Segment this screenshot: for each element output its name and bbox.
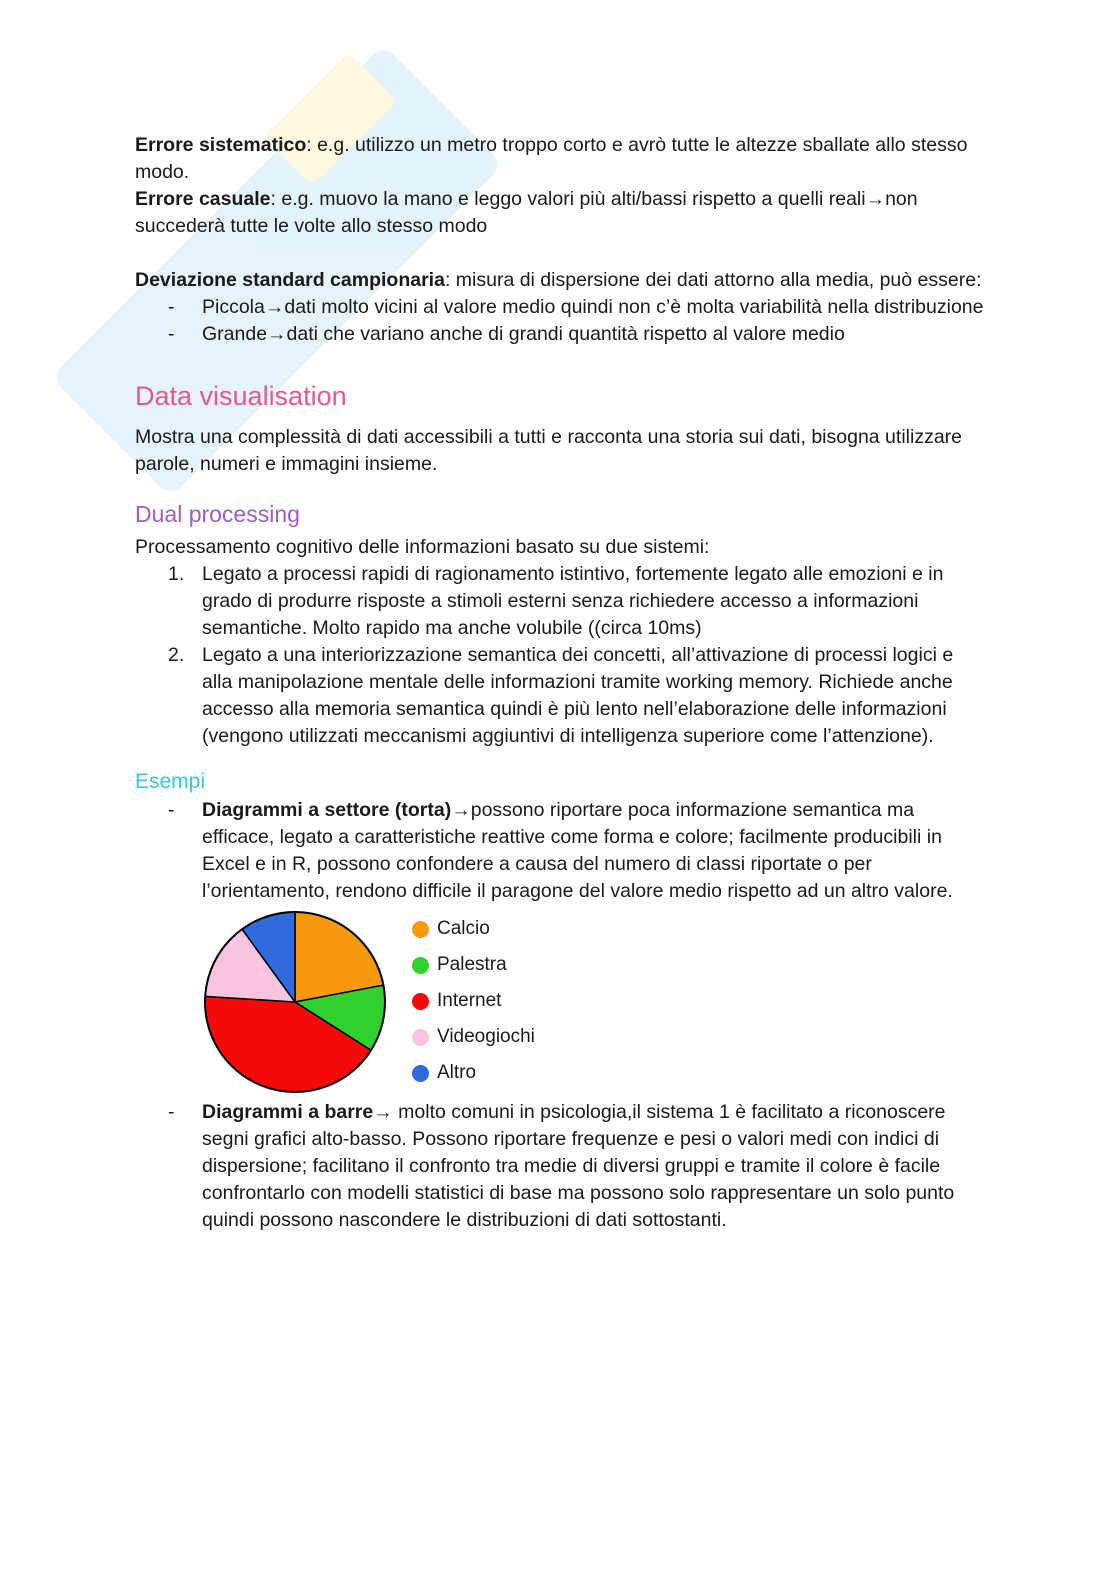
numbered-item bbox=[135, 561, 985, 642]
numbered-item bbox=[135, 642, 985, 750]
list-dash: - bbox=[168, 799, 175, 821]
list-item bbox=[135, 294, 985, 321]
errore-sistematico-text: : e.g. utilizzo un metro troppo corto e avrò tutte le altezze sballate allo stesso modo. bbox=[135, 134, 968, 183]
legend-swatch bbox=[412, 1029, 429, 1046]
legend-swatch bbox=[412, 921, 429, 938]
errore-casuale-term: Errore casuale bbox=[135, 188, 271, 210]
pie-legend bbox=[412, 911, 535, 1091]
numbered-item-text: Legato a processi rapidi di ragionamento istintivo, fortemente legato alle emozioni e in grado di produrre risposte a stimoli esterni senza richiedere accesso a informazioni semantiche. Molto rapido ma anche volubile ((circa 10ms) bbox=[202, 563, 944, 639]
legend-entry-altro bbox=[412, 1055, 535, 1091]
list-item-text: Piccola→dati molto vicini al valore medio quindi non c’è molta variabilità nella distribuzione bbox=[202, 296, 984, 318]
item-number: 1. bbox=[168, 563, 185, 585]
deviazione-paragraph bbox=[135, 267, 985, 294]
list-item bbox=[135, 321, 985, 348]
item-number: 2. bbox=[168, 644, 185, 666]
list-dash: - bbox=[168, 296, 175, 318]
dual-processing-intro: Processamento cognitivo delle informazioni basato su due sistemi: bbox=[135, 536, 710, 558]
document-page bbox=[135, 132, 985, 1234]
data-visualisation-heading: Data visualisation bbox=[135, 381, 347, 411]
barre-term: Diagrammi a barre bbox=[202, 1101, 374, 1123]
legend-label: Altro bbox=[437, 1062, 477, 1083]
list-item-text: Grande→dati che variano anche di grandi quantità rispetto al valore medio bbox=[202, 323, 845, 345]
legend-label: Palestra bbox=[437, 954, 507, 975]
errore-sistematico-term: Errore sistematico bbox=[135, 134, 307, 156]
errore-sistematico-paragraph bbox=[135, 132, 985, 186]
list-item-torta bbox=[135, 797, 985, 905]
errore-casuale-text: : e.g. muovo la mano e leggo valori più alti/bassi rispetto a quelli reali→non succederà tutte le volte allo stesso modo bbox=[135, 188, 918, 237]
deviazione-term: Deviazione standard campionaria bbox=[135, 269, 445, 291]
data-visualisation-intro: Mostra una complessità di dati accessibili a tutti e racconta una storia sui dati, bisogna utilizzare parole, numeri e immagini insieme. bbox=[135, 426, 962, 475]
errore-casuale-paragraph bbox=[135, 186, 985, 240]
pie-chart-figure bbox=[202, 907, 985, 1097]
numbered-item-text: Legato a una interiorizzazione semantica dei concetti, all’attivazione di processi logici e alla manipolazione mentale delle informazioni tramite working memory. Richiede anche accesso alla memoria semantica quindi è più lento nell’elaborazione delle informazioni (vengono utilizzati meccanismi aggiuntivi di intelligenza superiore come l’attenzione). bbox=[202, 644, 954, 747]
barre-text: → molto comuni in psicologia,il sistema 1 è facilitato a riconoscere segni grafici alto-basso. Possono riportare frequenze e pesi o valori medi con indici di dispersione; facilitano il confronto tra medie di diversi gruppi e tramite il colore è facile confrontarlo con modelli statistici di base ma possono solo rappresentare un solo punto quindi possono nascondere le distribuzioni di dati sottostanti. bbox=[202, 1101, 955, 1231]
legend-swatch bbox=[412, 993, 429, 1010]
deviazione-text: : misura di dispersione dei dati attorno alla media, può essere: bbox=[444, 269, 982, 291]
legend-swatch bbox=[412, 957, 429, 974]
torta-term: Diagrammi a settore (torta) bbox=[202, 799, 452, 821]
legend-label: Internet bbox=[437, 990, 502, 1011]
list-dash: - bbox=[168, 323, 175, 345]
list-item-barre bbox=[135, 1099, 985, 1234]
legend-swatch bbox=[412, 1065, 429, 1082]
legend-entry-videogiochi bbox=[412, 1019, 535, 1055]
torta-text: →possono riportare poca informazione semantica ma efficace, legato a caratteristiche reattive come forma e colore; facilmente producibili in Excel e in R, possono confondere a causa del numero di classi riportate o per l’orientamento, rendono difficile il paragone del valore medio rispetto ad un altro valore. bbox=[202, 799, 953, 902]
legend-entry-calcio bbox=[412, 911, 535, 947]
list-dash: - bbox=[168, 1101, 175, 1123]
esempi-heading: Esempi bbox=[135, 770, 206, 793]
legend-entry-internet bbox=[412, 983, 535, 1019]
pie-chart bbox=[202, 909, 388, 1095]
legend-label: Calcio bbox=[437, 918, 490, 939]
legend-entry-palestra bbox=[412, 947, 535, 983]
legend-label: Videogiochi bbox=[437, 1026, 535, 1047]
dual-processing-heading: Dual processing bbox=[135, 501, 300, 527]
